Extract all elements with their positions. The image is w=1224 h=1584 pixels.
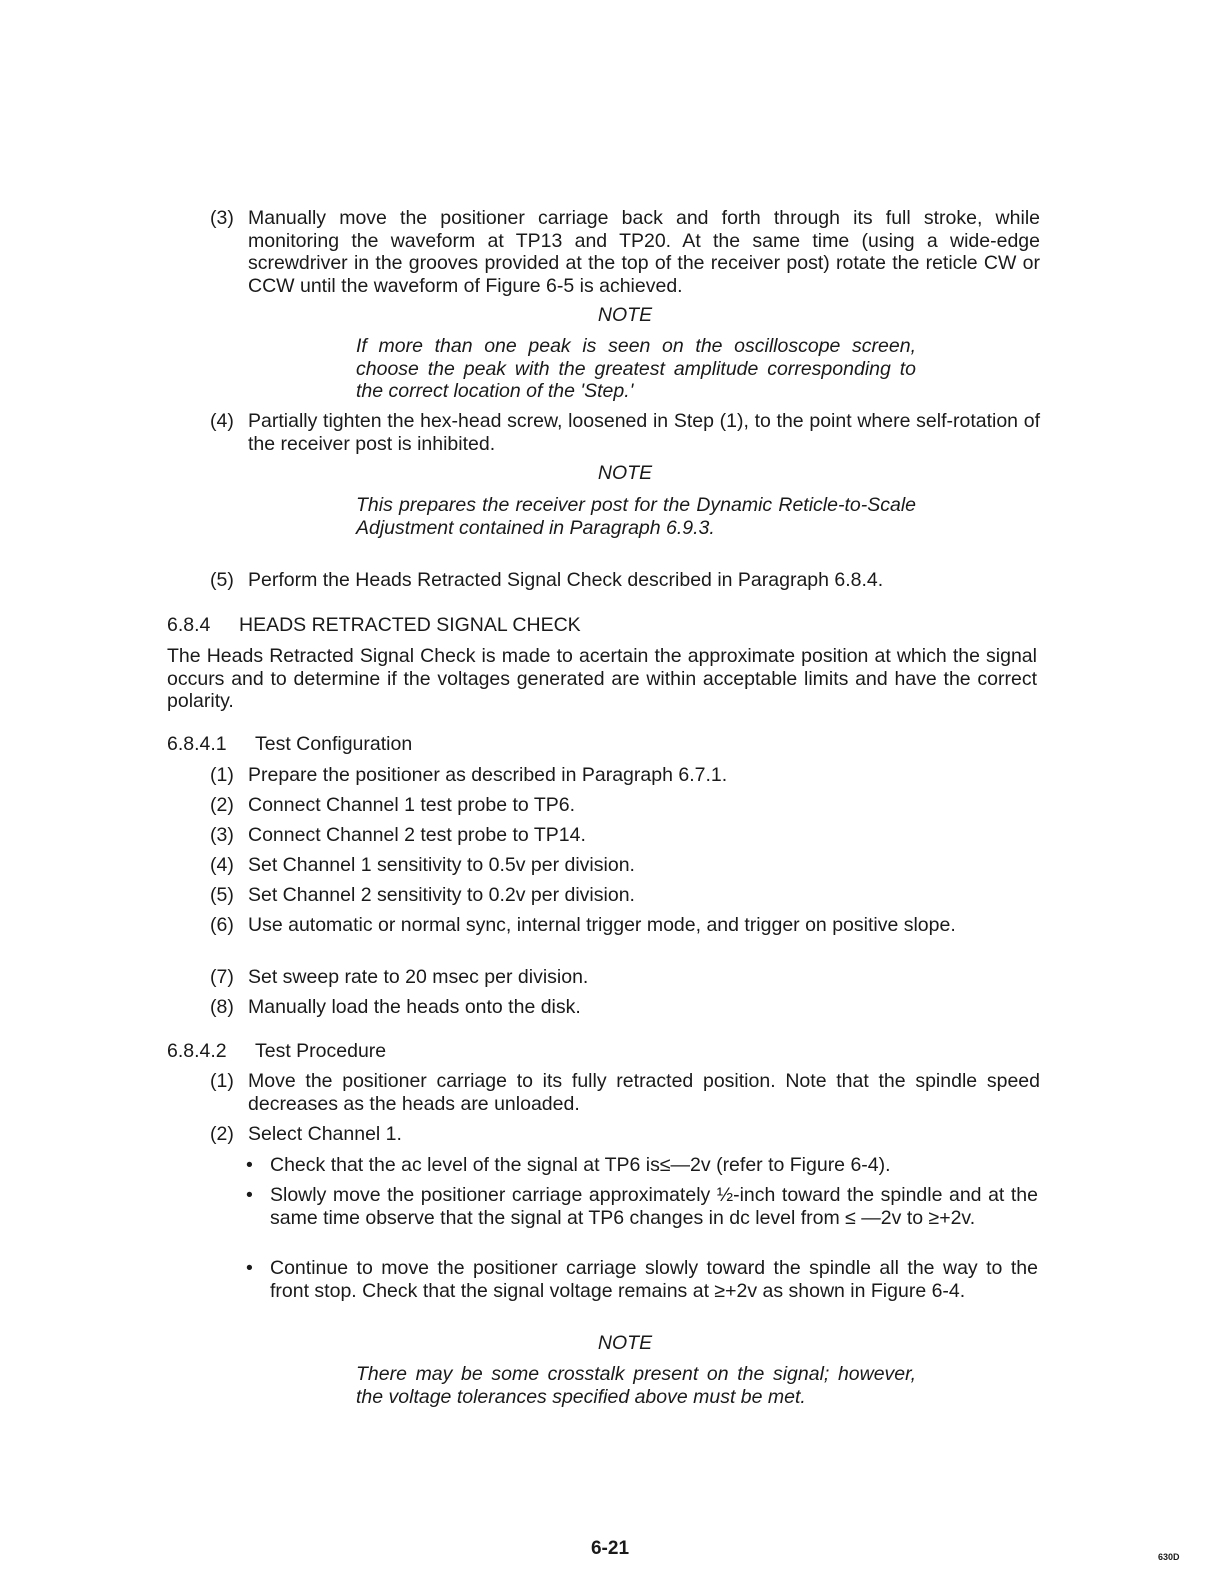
config-number: 6.8.4.1 xyxy=(167,733,227,755)
step-text: Set Channel 1 sensitivity to 0.5v per division. xyxy=(248,854,635,876)
step-text: Connect Channel 1 test probe to TP6. xyxy=(248,794,576,816)
config-step-4 xyxy=(210,854,1040,877)
config-step-6 xyxy=(210,914,1040,937)
procedure-number: 6.8.4.2 xyxy=(167,1040,227,1062)
procedure-bullet xyxy=(246,1184,1038,1229)
step-text: Prepare the positioner as described in Paragraph 6.7.1. xyxy=(248,764,728,786)
config-step-8 xyxy=(210,996,1040,1019)
procedure-heading xyxy=(167,1040,386,1063)
section-title: HEADS RETRACTED SIGNAL CHECK xyxy=(239,614,581,636)
step-number: (2) xyxy=(210,794,234,816)
config-step-2 xyxy=(210,794,1040,817)
config-step-3 xyxy=(210,824,1040,847)
step-number: (4) xyxy=(210,854,234,876)
step-a-5 xyxy=(210,569,1040,592)
config-heading xyxy=(167,733,412,756)
step-text: Select Channel 1. xyxy=(248,1123,402,1145)
bullet-text: Continue to move the positioner carriage slowly toward the spindle all the way to the front stop. Check that the signal voltage remains at ≥+2v as shown in Figure 6-4. xyxy=(270,1257,1038,1302)
step-a-3 xyxy=(210,207,1040,297)
document-code: 630D xyxy=(1158,1552,1180,1562)
section-intro: The Heads Retracted Signal Check is made to acertain the approximate position at which the signal occurs and to determine if the voltages generated are within acceptable limits and have the correct polarity. xyxy=(167,645,1037,712)
procedure-bullet xyxy=(246,1154,1038,1177)
procedure-title: Test Procedure xyxy=(255,1040,387,1062)
note-heading: NOTE xyxy=(597,462,653,484)
bullet-text: Check that the ac level of the signal at TP6 is≤—2v (refer to Figure 6-4). xyxy=(270,1154,891,1176)
step-text: Connect Channel 2 test probe to TP14. xyxy=(248,824,586,846)
section-number: 6.8.4 xyxy=(167,614,211,636)
step-number: (3) xyxy=(210,824,234,846)
note-text: If more than one peak is seen on the oscilloscope screen, choose the peak with the greatest amplitude corresponding to the correct location of the 'Step.' xyxy=(356,335,916,402)
page-number: 6-21 xyxy=(590,1538,630,1559)
step-text: Use automatic or normal sync, internal trigger mode, and trigger on positive slope. xyxy=(248,914,956,936)
note-heading: NOTE xyxy=(597,304,653,326)
step-number: (7) xyxy=(210,966,234,988)
step-text: Manually move the positioner carriage back and forth through its full stroke, while monitoring the waveform at TP13 and TP20. At the same time (using a wide-edge screwdriver in the grooves provided at the top of the receiver post) rotate the reticle CW or CCW until the waveform of Figure 6-5 is achieved. xyxy=(248,207,1040,297)
step-text: Move the positioner carriage to its fully retracted position. Note that the spindle speed decreases as the heads are unloaded. xyxy=(248,1070,1040,1115)
note-text: This prepares the receiver post for the Dynamic Reticle-to-Scale Adjustment contained in Paragraph 6.9.3. xyxy=(356,494,916,539)
step-text: Manually load the heads onto the disk. xyxy=(248,996,581,1018)
step-number: (4) xyxy=(210,410,234,432)
step-a-4 xyxy=(210,410,1040,455)
step-number: (5) xyxy=(210,884,234,906)
bullet-icon: • xyxy=(246,1184,253,1206)
section-heading xyxy=(167,614,581,637)
procedure-step-1 xyxy=(210,1070,1040,1115)
step-text: Set sweep rate to 20 msec per division. xyxy=(248,966,589,988)
step-text: Partially tighten the hex-head screw, loosened in Step (1), to the point where self-rotation of the receiver post is inhibited. xyxy=(248,410,1040,455)
step-number: (6) xyxy=(210,914,234,936)
procedure-bullet xyxy=(246,1257,1038,1302)
config-step-1 xyxy=(210,764,1040,787)
step-number: (5) xyxy=(210,569,234,591)
config-step-5 xyxy=(210,884,1040,907)
step-text: Perform the Heads Retracted Signal Check described in Paragraph 6.8.4. xyxy=(248,569,884,591)
config-step-7 xyxy=(210,966,1040,989)
config-title: Test Configuration xyxy=(255,733,413,755)
step-number: (3) xyxy=(210,207,234,229)
bullet-icon: • xyxy=(246,1257,253,1279)
step-number: (2) xyxy=(210,1123,234,1145)
note-heading: NOTE xyxy=(597,1332,653,1354)
step-number: (8) xyxy=(210,996,234,1018)
bullet-icon: • xyxy=(246,1154,253,1176)
procedure-step-2 xyxy=(210,1123,1040,1146)
step-number: (1) xyxy=(210,764,234,786)
bullet-text: Slowly move the positioner carriage approximately ½-inch toward the spindle and at the same time observe that the signal at TP6 changes in dc level from ≤ —2v to ≥+2v. xyxy=(270,1184,1038,1229)
step-text: Set Channel 2 sensitivity to 0.2v per division. xyxy=(248,884,635,906)
step-number: (1) xyxy=(210,1070,234,1092)
note-text: There may be some crosstalk present on the signal; however, the voltage tolerances specified above must be met. xyxy=(356,1363,916,1408)
